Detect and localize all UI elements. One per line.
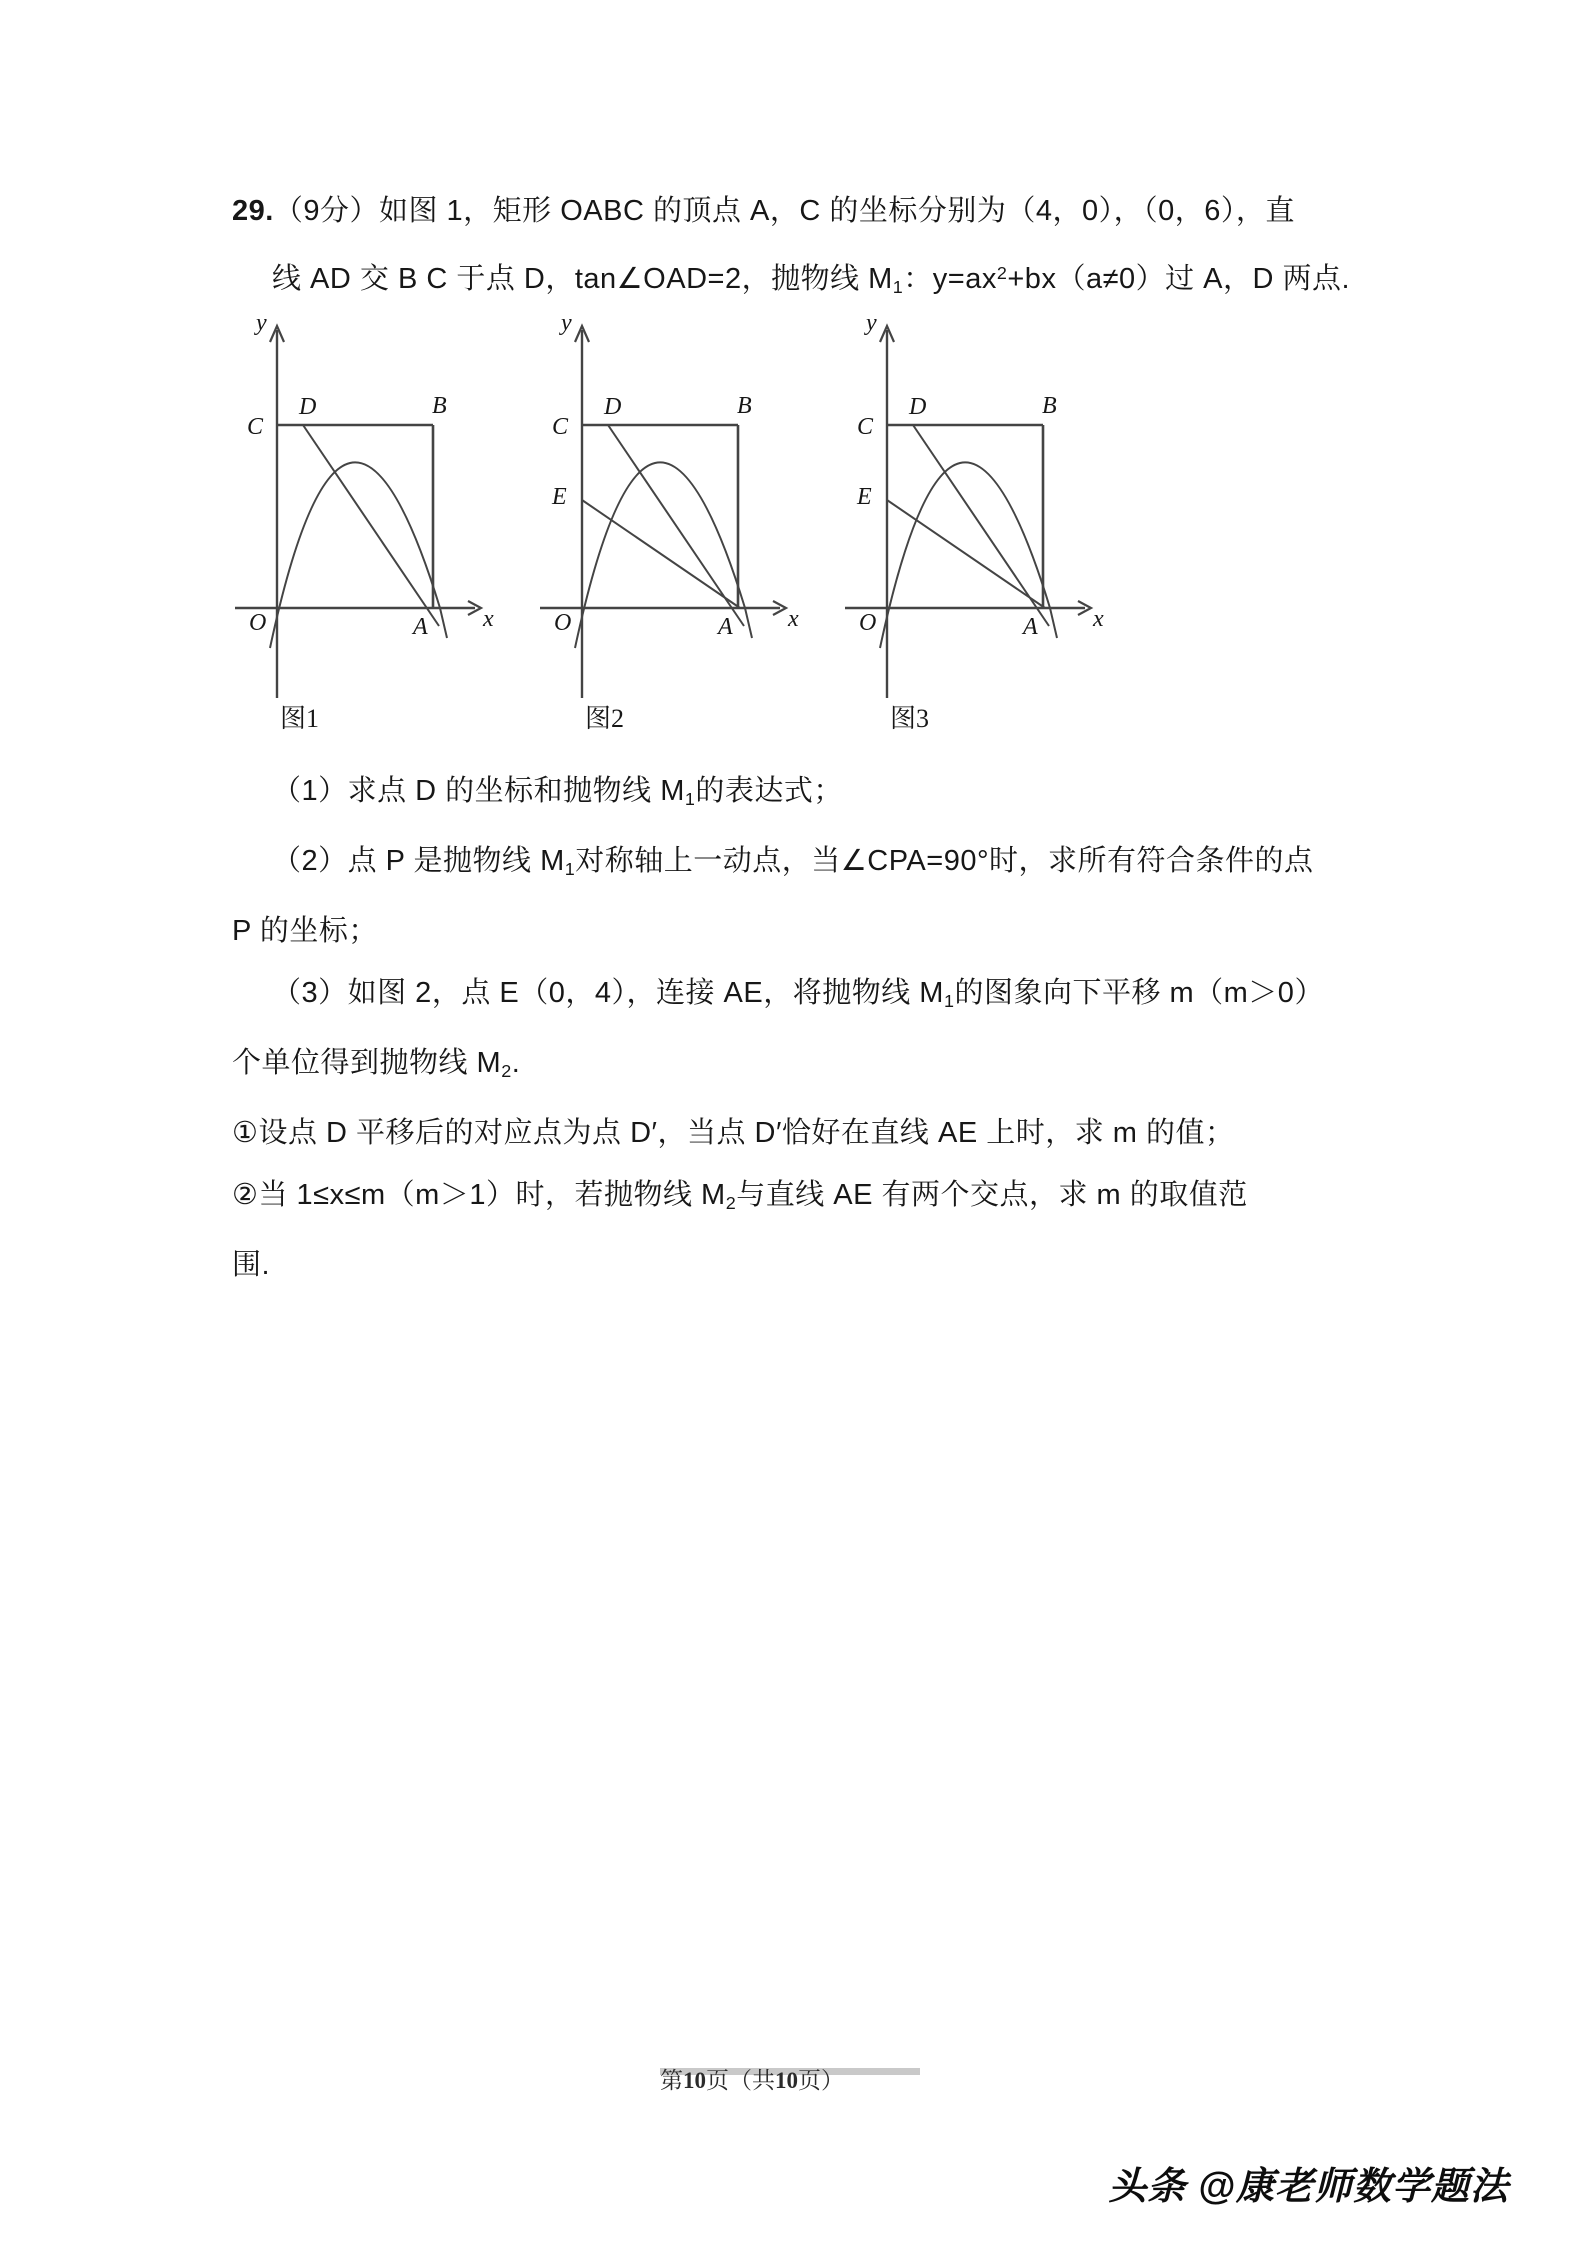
line-AE <box>887 500 1045 608</box>
x-axis-label: x <box>1093 606 1104 632</box>
part-3-text-c: 个单位得到抛物线 M <box>232 1047 502 1080</box>
x-axis-label: x <box>483 606 494 632</box>
point-label-C: C <box>857 414 874 440</box>
parabola-m2-subscript: 2 <box>501 1061 512 1082</box>
y-axis-label: y <box>561 310 572 336</box>
question-part-2-line-2 <box>232 900 1360 962</box>
question-part-3-line-1 <box>232 962 1360 1032</box>
figure-2-caption: 图2 <box>585 704 625 733</box>
x-squared-exponent: 2 <box>996 263 1008 283</box>
point-label-B: B <box>1042 393 1057 419</box>
footer-total-pages: 10 <box>775 2068 798 2093</box>
question-part-3-line-2 <box>232 1032 1360 1102</box>
sub-1-text: ①设点 D 平移后的对应点为点 D′，当点 D′恰好在直线 AE 上时，求 m 的值； <box>232 1117 1235 1150</box>
sub-2-text-b: 与直线 AE 有两个交点，求 m 的取值范 <box>736 1179 1248 1212</box>
parabola-m1-subscript: 1 <box>943 991 955 1012</box>
question-part-1 <box>232 760 1360 830</box>
figure-1 <box>225 308 530 738</box>
parabola-m1-subscript: 1 <box>564 859 576 880</box>
figure-2 <box>530 308 835 738</box>
part-2-text-c: P 的坐标； <box>232 915 378 948</box>
point-label-C: C <box>552 414 569 440</box>
parabola-m1-subscript: 1 <box>892 277 904 298</box>
point-label-A: A <box>718 614 733 640</box>
point-label-A: A <box>413 614 428 640</box>
parabola-m1-subscript: 1 <box>684 789 696 810</box>
part-1-text-b: 的表达式； <box>695 775 843 807</box>
part-1-text-a: （1）求点 D 的坐标和抛物线 M <box>272 775 685 807</box>
part-3-text-b: 的图象向下平移 m（m＞0） <box>954 977 1324 1010</box>
origin-label-O: O <box>859 610 877 636</box>
watermark: 头条 @康老师数学题法 <box>1108 2166 1509 2208</box>
part-3-text-c-end: . <box>511 1047 521 1080</box>
part-3-text-a: （3）如图 2，点 E（0，4），连接 AE，将抛物线 M <box>272 977 944 1010</box>
point-label-B: B <box>432 393 447 419</box>
question-number: 29. <box>232 195 274 227</box>
question-line-2-text-b: ：y=ax <box>903 262 997 295</box>
footer-current-page: 10 <box>683 2068 706 2093</box>
question-line-2-text-a: 线 AD 交 B C 于点 D，tan∠OAD=2，抛物线 M <box>272 262 893 295</box>
point-label-C: C <box>247 414 264 440</box>
question-line-2-text-c: +bx（a≠0）过 A，D 两点. <box>1007 262 1351 295</box>
footer-suffix: 页） <box>798 2068 844 2093</box>
point-label-D: D <box>299 394 317 420</box>
sub-2-text-a: ②当 1≤x≤m（m＞1）时，若抛物线 M <box>232 1179 726 1212</box>
page-footer <box>660 2062 990 2095</box>
figures-row <box>225 308 1365 738</box>
y-axis-label: y <box>256 310 267 336</box>
line-AE <box>582 500 740 608</box>
y-axis-label: y <box>866 310 877 336</box>
question-line-1-text: （9分）如图 1，矩形 OABC 的顶点 A，C 的坐标分别为（4，0），（0，6），直 <box>273 195 1295 227</box>
point-label-D: D <box>909 394 927 420</box>
figure-1-caption: 图1 <box>280 704 320 733</box>
question-sub-1 <box>232 1102 1360 1164</box>
question-body <box>232 180 1360 318</box>
point-label-D: D <box>604 394 622 420</box>
origin-label-O: O <box>249 610 267 636</box>
figure-2-drawing <box>530 308 835 708</box>
x-axis-label: x <box>788 606 799 632</box>
question-line-1 <box>232 180 1360 242</box>
point-label-E: E <box>857 484 872 510</box>
point-label-E: E <box>552 484 567 510</box>
figure-3 <box>835 308 1140 738</box>
sub-2-text-c: 围. <box>232 1249 271 1282</box>
point-label-A: A <box>1023 614 1038 640</box>
footer-middle: 页（共 <box>706 2068 775 2093</box>
line-AD <box>303 425 439 626</box>
question-line-2 <box>232 242 1360 318</box>
origin-label-O: O <box>554 610 572 636</box>
footer-prefix: 第 <box>660 2068 683 2093</box>
question-sub-2-line-2 <box>232 1234 1360 1296</box>
part-2-text-b: 对称轴上一动点，当∠CPA=90°时，求所有符合条件的点 <box>575 845 1314 878</box>
question-part-2-line-1 <box>232 830 1360 900</box>
question-parts <box>232 760 1360 1296</box>
part-2-text-a: （2）点 P 是抛物线 M <box>272 845 565 878</box>
point-label-B: B <box>737 393 752 419</box>
figure-3-drawing <box>835 308 1140 708</box>
question-sub-2-line-1 <box>232 1164 1360 1234</box>
figure-1-drawing <box>225 308 530 708</box>
figure-3-caption: 图3 <box>890 704 930 733</box>
parabola-m2-subscript: 2 <box>725 1193 737 1214</box>
